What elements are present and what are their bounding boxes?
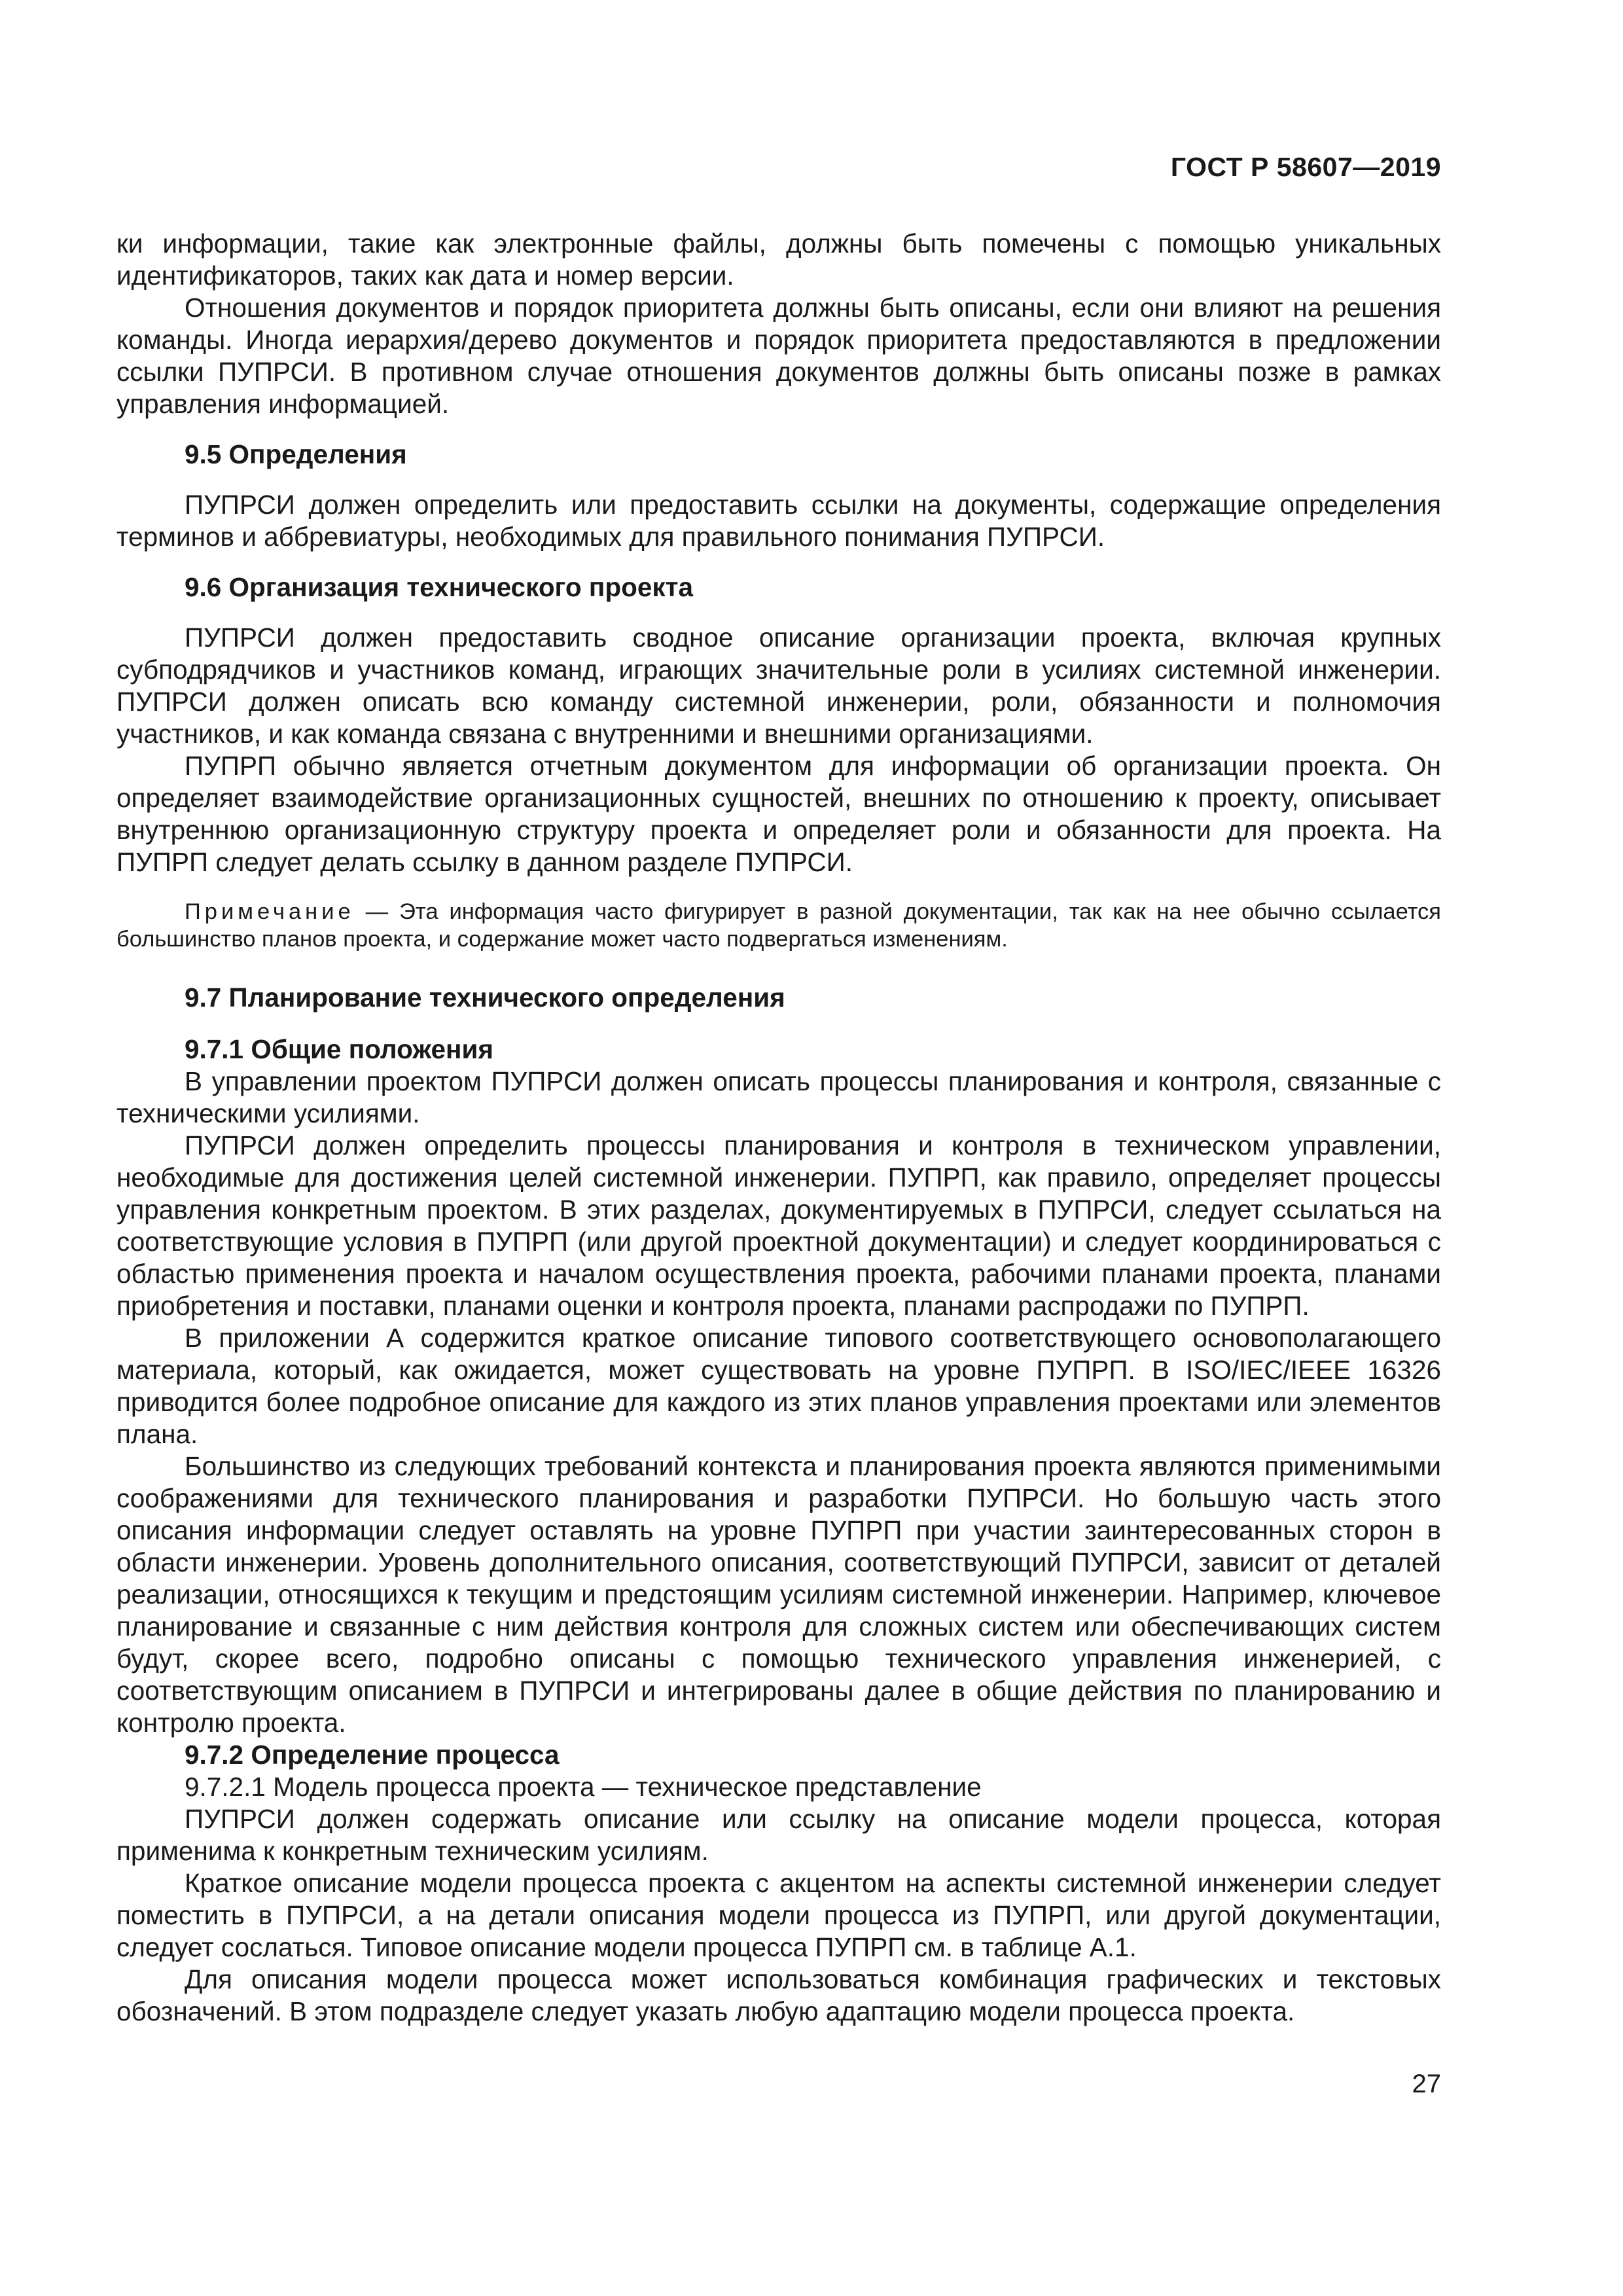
page-number: 27	[1412, 2070, 1441, 2098]
section-9-7-2-1-paragraph-2: Краткое описание модели процесса проекта с акцентом на аспекты системной инженерии следует поместить в ПУПРСИ, а на детали описания модели процесса из ПУПРП, или другой документации, следует сослаться. Типовое описание модели процесса ПУПРП см. в таблице А.1.	[116, 1868, 1441, 1962]
section-9-7-2-title: 9.7.2 Определение процесса	[185, 1740, 560, 1770]
section-9-7-2-1-paragraph-1: ПУПРСИ должен содержать описание или ссылку на описание модели процесса, которая применима к конкретным техническим усилиям.	[116, 1804, 1441, 1866]
note-label: Примечание	[185, 899, 355, 924]
section-9-7-title: 9.7 Планирование технического определения	[185, 982, 785, 1013]
section-9-7-2-1-paragraph-3: Для описания модели процесса может использоваться комбинация графических и текстовых обозначений. В этом подразделе следует указать любую адаптацию модели процесса проекта.	[116, 1964, 1441, 2026]
note-text: — Эта информация часто фигурирует в разной документации, так как на нее обычно ссылается большинство планов проекта, и содержание может часто подвергаться изменениям.	[116, 899, 1441, 952]
note	[116, 898, 1441, 953]
paragraph-continuation: ки информации, такие как электронные файлы, должны быть помечены с помощью уникальных идентификаторов, таких как дата и номер версии.	[116, 228, 1441, 291]
section-9-7-1-paragraph-4: Большинство из следующих требований контекста и планирования проекта являются применимыми соображениями для технического планирования и разработки ПУПРСИ. Но большую часть этого описания информации следует оставлять на уровне ПУПРП при участии заинтересованных сторон в области инженерии. Уровень дополнительного описания, соответствующий ПУПРСИ, зависит от деталей реализации, относящихся к текущим и предстоящим усилиям системной инженерии. Например, ключевое планирование и связанные с ним действия контроля для сложных систем или обеспечивающих систем будут, скорее всего, подробно описаны с помощью технического управления инженерией, с соответствующим описанием в ПУПРСИ и интегрированы далее в общие действия по планированию и контролю проекта.	[116, 1451, 1441, 1738]
section-9-5-title: 9.5 Определения	[185, 439, 407, 469]
section-9-7-1-paragraph-2: ПУПРСИ должен определить процессы планирования и контроля в техническом управлении, необходимые для достижения целей системной инженерии. ПУПРП, как правило, определяет процессы управления конкретным проектом. В этих разделах, документируемых в ПУПРСИ, следует ссылаться на соответствующие условия в ПУПРП (или другой проектной документации) и следует координироваться с областью применения проекта и началом осуществления проекта, рабочими планами проекта, планами приобретения и поставки, планами оценки и контроля проекта, планами распродажи по ПУПРП.	[116, 1130, 1441, 1321]
page-content	[116, 228, 1441, 2028]
section-9-7-2-1-title: 9.7.2.1 Модель процесса проекта — техническое представление	[185, 1772, 982, 1802]
section-9-7-1-paragraph-1: В управлении проектом ПУПРСИ должен описать процессы планирования и контроля, связанные с техническими усилиями.	[116, 1066, 1441, 1128]
section-9-6-title: 9.6 Организация технического проекта	[185, 572, 693, 602]
section-9-7-1-title: 9.7.1 Общие положения	[185, 1034, 493, 1064]
paragraph-document-relations: Отношения документов и порядок приоритета должны быть описаны, если они влияют на решения команды. Иногда иерархия/дерево документов и порядок приоритета предоставляются в предложении ссылки ПУПРСИ. В противном случае отношения документов должны быть описаны позже в рамках управления информацией.	[116, 293, 1441, 419]
section-9-5-paragraph: ПУПРСИ должен определить или предоставить ссылки на документы, содержащие определения терминов и аббревиатуры, необходимых для правильного понимания ПУПРСИ.	[116, 490, 1441, 552]
section-9-6-paragraph-2: ПУПРП обычно является отчетным документом для информации об организации проекта. Он определяет взаимодействие организационных сущностей, внешних по отношению к проекту, описывает внутреннюю организационную структуру проекта и определяет роли и обязанности для проекта. На ПУПРП следует делать ссылку в данном разделе ПУПРСИ.	[116, 751, 1441, 877]
section-9-6-paragraph-1: ПУПРСИ должен предоставить сводное описание организации проекта, включая крупных субподрядчиков и участников команд, играющих значительные роли в усилиях системной инженерии. ПУПРСИ должен описать всю команду системной инженерии, роли, обязанности и полномочия участников, и как команда связана с внутренними и внешними организациями.	[116, 622, 1441, 749]
section-9-7-1-paragraph-3: В приложении А содержится краткое описание типового соответствующего основополагающего материала, который, как ожидается, может существовать на уровне ПУПРП. В ISO/IEC/IEEE 16326 приводится более подробное описание для каждого из этих планов управления проектами или элементов плана.	[116, 1323, 1441, 1449]
standard-code-header: ГОСТ Р 58607—2019	[1170, 152, 1441, 182]
document-page	[116, 0, 1441, 2296]
